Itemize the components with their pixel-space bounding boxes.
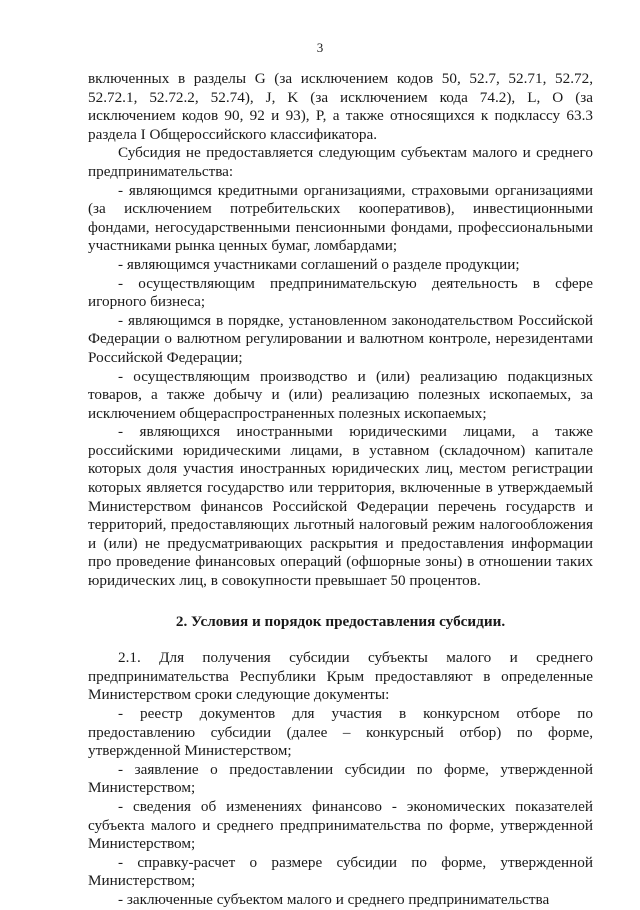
list-item-excise-goods: - осуществляющим производство и (или) реализацию подакцизных товаров, а также добычу и (или) реализацию полезных ископаемых, за исключением общераспространенных полезных ископаемых; (88, 367, 593, 422)
paragraph-okved-continuation: включенных в разделы G (за исключением кодов 50, 52.7, 52.71, 52.72, 52.72.1, 52.72.2, 52.74), J, K (за исключением кода 74.2), L, O (за исключением кодов 90, 92 и 93), P, а также относящихся к подклассу 63.3 раздела I Общероссийского классификатора. (88, 70, 593, 143)
section-heading: 2. Условия и порядок предоставления субсидии. (175, 612, 506, 630)
page-number: 3 (316, 40, 324, 55)
list-item-gambling: - осуществляющим предпринимательскую деятельность в сфере игорного бизнеса; (88, 274, 593, 311)
list-item-non-residents: - являющимся в порядке, установленном законодательством Российской Федерации о валютном регулировании и валютном контроле, нерезидентами Российской Федерации; (88, 311, 593, 366)
list-item-financial-indicators: - сведения об изменениях финансово - экономических показателей субъекта малого и среднего предпринимательства по форме, утвержденной Министерством; (88, 797, 593, 853)
list-item-foreign-entities: - являющихся иностранными юридическими лицами, а также российскими юридическими лицами, в уставном (складочном) капитале которых доля участия иностранных юридических лиц, местом регистрации которых является государство или территория, включенные в утверждаемый Министерством финансов Российской Федерации перечень государств и территорий, предоставляющих льготный налоговый режим налогообложения и (или) не предусматривающих раскрытия и предоставления информации про проведение финансовых операций (офшорные зоны) в отношении таких юридических лиц, в совокупности превышает 50 процентов. (88, 423, 593, 590)
list-item-production-sharing: - являющимся участниками соглашений о разделе продукции; (118, 255, 520, 273)
list-item-calculation-certificate: - справку-расчет о размере субсидии по форме, утвержденной Министерством; (88, 853, 593, 890)
paragraph-subsidy-exclusions-intro: Субсидия не предоставляется следующим субъектам малого и среднего предпринимательства: (88, 144, 593, 180)
list-item-credit-organizations: - являющимся кредитными организациями, страховыми организациями (за исключением потребительских кооперативов), инвестиционными фондами, негосударственными пенсионными фондами, профессиональными участниками рынка ценных бумаг, ломбардами; (88, 181, 593, 255)
list-item-concluded-contracts: - заключенные субъектом малого и среднего предпринимательства (118, 890, 550, 908)
paragraph-2-1: 2.1. Для получения субсидии субъекты малого и среднего предпринимательства Республики Крым предоставляют в определенные Министерством сроки следующие документы: (88, 649, 593, 704)
list-item-document-registry: - реестр документов для участия в конкурсном отборе по предоставлению субсидии (далее – конкурсный отбор) по форме, утвержденной Министерством; (88, 705, 593, 760)
document-body (88, 70, 593, 910)
list-item-application: - заявление о предоставлении субсидии по форме, утвержденной Министерством; (88, 760, 593, 797)
